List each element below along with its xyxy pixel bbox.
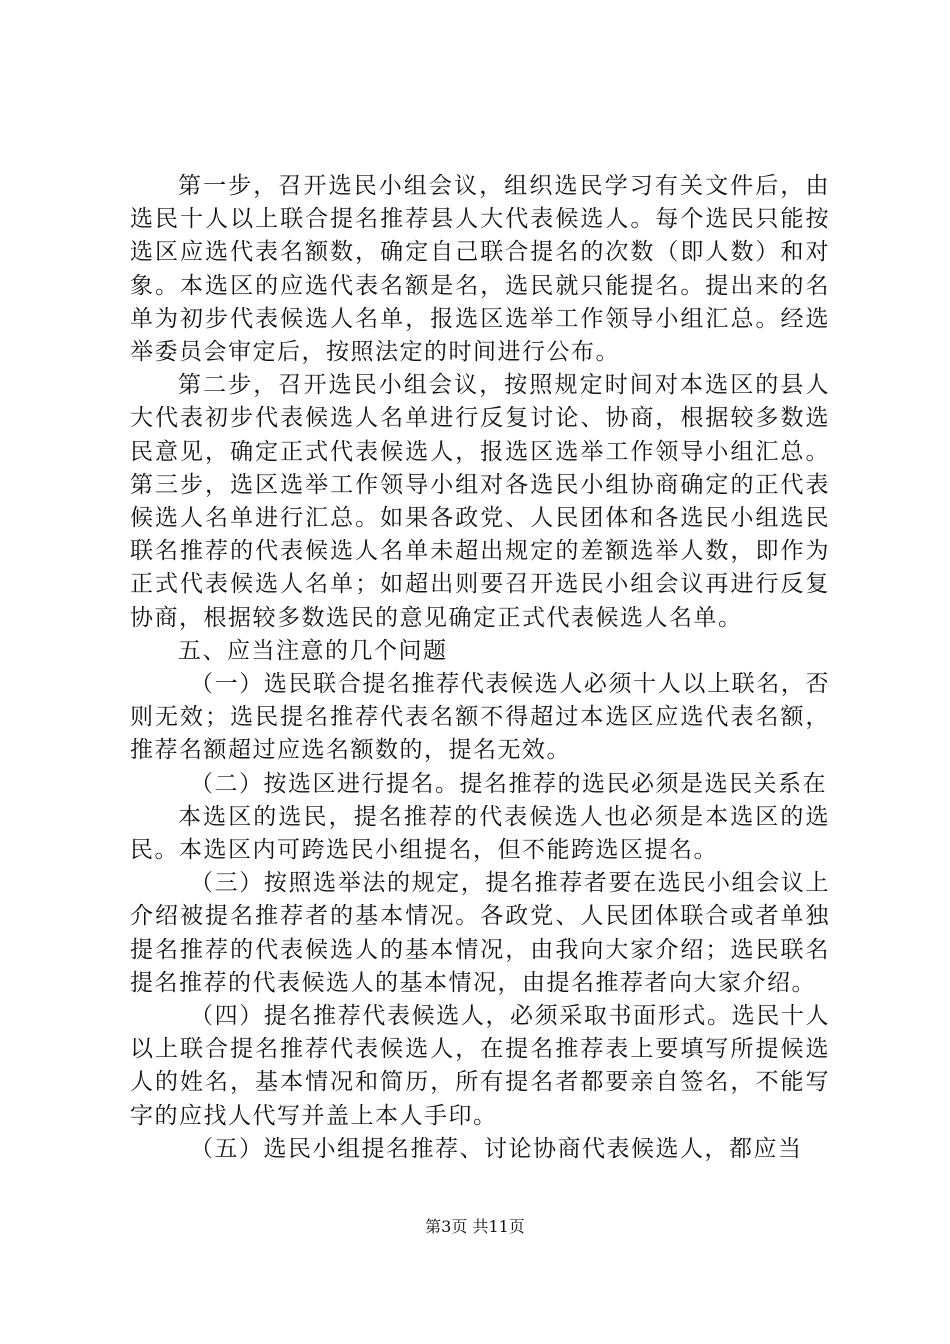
section-heading-five: 五、应当注意的几个问题 [178, 637, 448, 664]
paragraph-item-four: （四）提名推荐代表候选人，必须采取书面形式。选民十人以上联合提名推荐代表候选人，在提名推荐表上要填写所提候选人的姓名，基本情况和简历，所有提名者都要亲自签名，不能写字的应找人代写并盖上本人手印。 [130, 1003, 830, 1129]
paragraph-step-one: 第一步，召开选民小组会议，组织选民学习有关文件后，由选民十人以上联合提名推荐县人大代表候选人。每个选民只能按选区应选代表名额数，确定自己联合提名的次数（即人数）和对象。本选区的应选代表名额是名，选民就只能提名。提出来的名单为初步代表候选人名单，报选区选举工作领导小组汇总。经选举委员会审定后，按照法定的时间进行公布。 [130, 173, 830, 366]
page-number-label: 第3页 共11页 [425, 1217, 525, 1236]
paragraph-item-five: （五）选民小组提名推荐、讨论协商代表候选人，都应当 [190, 1135, 803, 1162]
paragraph-item-one: （一）选民联合提名推荐代表候选人必须十人以上联名，否则无效；选民提名推荐代表名额不得超过本选区应选代表名额，推荐名额超过应选名额数的，提名无效。 [130, 671, 830, 764]
page-footer [0, 1214, 950, 1237]
paragraph-step-two-three: 第二步，召开选民小组会议，按照规定时间对本选区的县人大代表初步代表候选人名单进行反复讨论、协商，根据较多数选民意见，确定正式代表候选人，报选区选举工作领导小组汇总。第三步，选区选举工作领导小组对各选民小组协商确定的正代表候选人名单进行汇总。如果各政党、人民团体和各选民小组选民联名推荐的代表候选人名单未超出规定的差额选举人数，即作为正式代表候选人名单；如超出则要召开选民小组会议再进行反复协商，根据较多数选民的意见确定正式代表候选人名单。 [130, 372, 830, 631]
paragraph-item-two-continued: 本选区的选民，提名推荐的代表候选人也必须是本选区的选民。本选区内可跨选民小组提名，但不能跨选区提名。 [130, 803, 830, 864]
paragraph-item-three: （三）按照选举法的规定，提名推荐者要在选民小组会议上介绍被提名推荐者的基本情况。各政党、人民团体联合或者单独提名推荐的代表候选人的基本情况，由我向大家介绍；选民联名提名推荐的代表候选人的基本情况，由提名推荐者向大家介绍。 [130, 870, 830, 996]
paragraph-item-two: （二）按选区进行提名。提名推荐的选民必须是选民关系在 [190, 770, 827, 797]
document-body [130, 170, 830, 1166]
